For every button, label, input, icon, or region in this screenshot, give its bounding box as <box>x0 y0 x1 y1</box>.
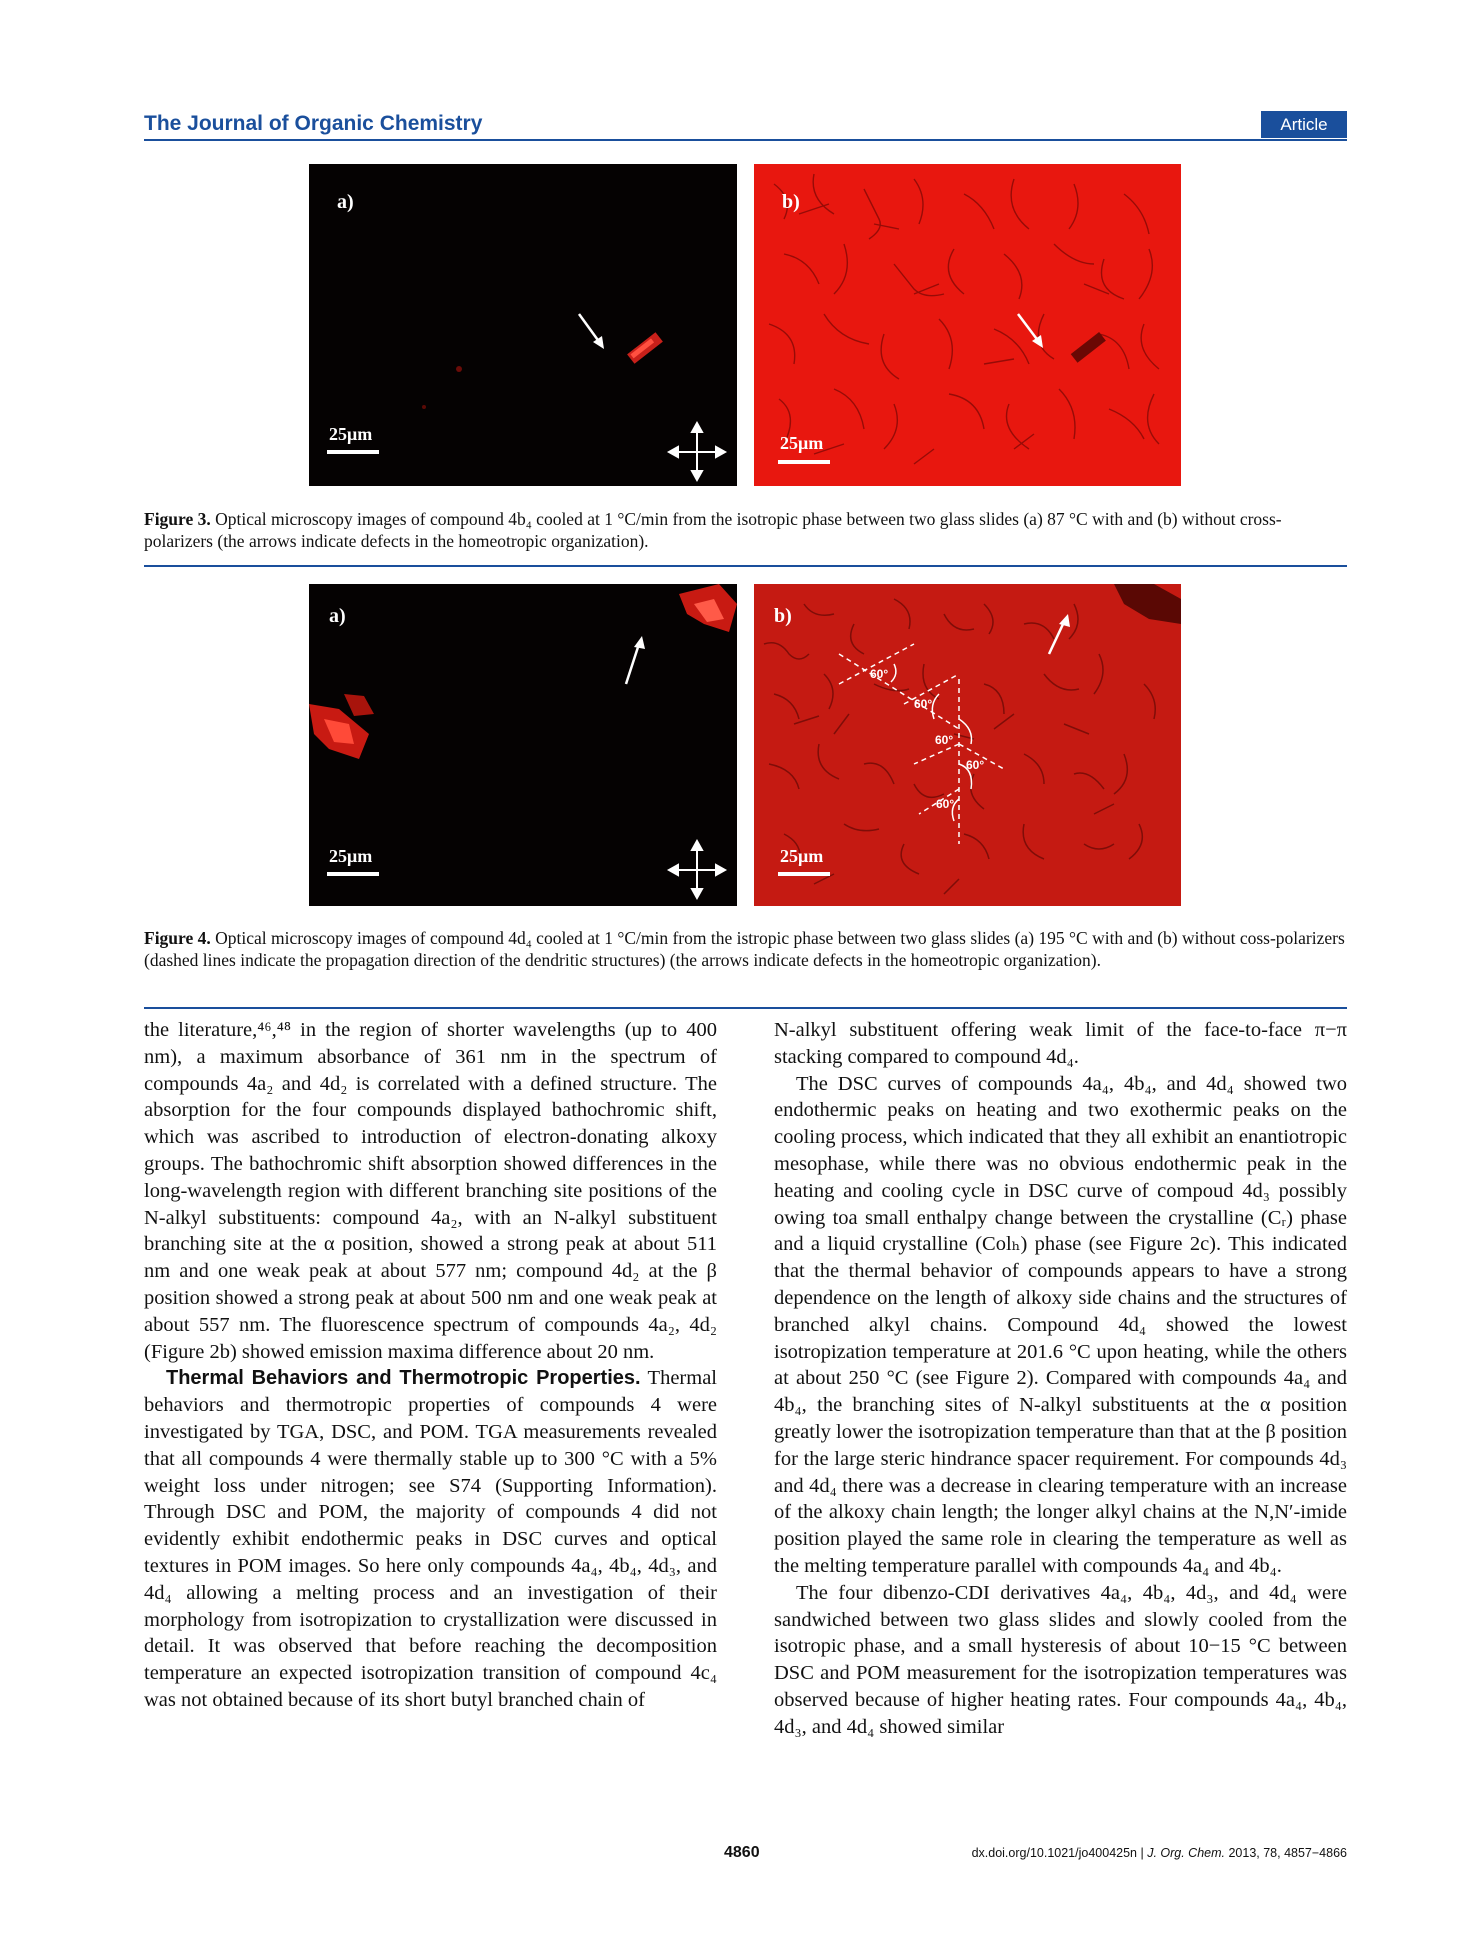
angle-label: 60° <box>966 758 985 772</box>
panel-label: a) <box>337 191 354 213</box>
figure3-panel-b <box>754 164 1181 486</box>
scale-label: 25μm <box>780 846 824 866</box>
caption-text: Optical microscopy images of compound 4d₄ cooled at 1 °C/min from the istropic phase between two glass slides (a) 195 °C with and (b) without coss-polarizers (dashed lines indicate the propagation direction of the dendritic structures) (the arrows indicate defects in the homeotropic organization). <box>144 928 1345 970</box>
scale-bar <box>327 450 379 454</box>
doi-link[interactable]: dx.doi.org/10.1021/jo400425n | <box>971 1846 1148 1860</box>
scale-bar <box>778 872 830 876</box>
panel-label: a) <box>329 605 346 627</box>
figure4-panel-b <box>754 584 1181 906</box>
caption-label: Figure 4. <box>144 928 211 948</box>
journal-title: The Journal of Organic Chemistry <box>144 112 483 135</box>
paragraph: N-alkyl substituent offering weak limit of the face-to-face π−π stacking compared to compound 4d₄. <box>774 1019 1347 1068</box>
panel-label: b) <box>782 191 800 213</box>
article-badge: Article <box>1261 111 1347 138</box>
paragraph <box>144 1365 717 1713</box>
panel-label: b) <box>774 605 792 627</box>
scale-bar <box>327 872 379 876</box>
header-rule <box>144 139 1347 141</box>
paragraph: The four dibenzo-CDI derivatives 4a₄, 4b₄, 4d₃, and 4d₄ were sandwiched between two glass slides and slowly cooled from the isotropic phase, and a small hysteresis of about 10−15 °C between DSC and POM measurement for the isotropization temperatures was observed because of higher heating rates. Four compounds 4a₄, 4b₄, 4d₃, and 4d₄ showed similar <box>774 1581 1347 1738</box>
angle-label: 60° <box>914 697 933 711</box>
paragraph: The DSC curves of compounds 4a₄, 4b₄, and 4d₄ showed two endothermic peaks on heating and two exothermic peaks on the cooling process, which indicated that they all exhibit an enantiotropic mesophase, while there was no obvious endothermic peak in the heating and cooling cycle in DSC curve of compoud 4d₃ possibly owing toa small enthalpy change between the crystalline (Cᵣ) phase and a liquid crystalline (Colₕ) phase (see Figure 2c). This indicated that the thermal behavior of compounds appears to have a strong dependence on the length of alkoxy side chains and the structures of branched alkyl chains. Compound 4d₄ showed the lowest isotropization temperature at 201.6 °C upon heating, while the others at about 250 °C (see Figure 2). Compared with compounds 4a₄ and 4b₄, the branching sites of N-alkyl substituents at the α position greatly lower the isotropization temperature than that at the β position for the large steric hindrance spacer requirement. For compounds 4d₃ and 4d₄ there was a decrease in clearing temperature with an increase of the alkoxy chain length; the longer alkyl chains at the N,N′-imide position played the same role in clearing the temperature as well as the melting temperature parallel with compounds 4a₄ and 4b₄. <box>774 1072 1347 1577</box>
paragraph: the literature,⁴⁶,⁴⁸ in the region of shorter wavelengths (up to 400 nm), a maximum absorbance of 361 nm in the spectrum of compounds 4a₂ and 4d₂ is correlated with a defined structure. The absorption for the four compounds displayed bathochromic shift, which was ascribed to introduction of electron-donating alkoxy groups. The bathochromic shift absorption showed differences in the long-wavelength region with different branching site positions of the N-alkyl substituents: compound 4a₂, with an N-alkyl substituent branching site at the α position, showed a strong peak at about 511 nm and one weak peak at about 577 nm; compound 4d₂ at the β position showed a strong peak at about 500 nm and one weak peak at about 557 nm. The fluorescence spectrum of compounds 4a₂, 4d₂ (Figure 2b) showed emission maxima difference about 20 nm. <box>144 1019 717 1363</box>
angle-label: 60° <box>870 667 889 681</box>
page-number: 4860 <box>724 1844 760 1861</box>
doi-citation <box>972 1846 1347 1860</box>
section-heading: Thermal Behaviors and Thermotropic Properties. <box>166 1367 641 1390</box>
figure3-panel-a <box>309 164 737 486</box>
journal-abbrev: J. Org. Chem. <box>1147 1846 1225 1860</box>
caption-label: Figure 3. <box>144 509 211 529</box>
figure-divider <box>144 1007 1347 1009</box>
figure4-panel-a <box>309 584 737 906</box>
paragraph-text: Thermal behaviors and thermotropic properties of compounds 4 were investigated by TGA, DSC, and POM. TGA measurements revealed that all compounds 4 were thermally stable up to 300 °C with a 5% weight loss under nitrogen; see S74 (Supporting Information). Through DSC and POM, the majority of compounds 4 did not evidently exhibit endothermic peaks in DSC curves and optical textures in POM images. So here only compounds 4a₄, 4b₄, 4d₃, and 4d₄ allowing a melting process and an investigation of their morphology from isotropization to crystallization were discussed in detail. It was observed that before reaching the decomposition temperature an expected isotropization transition of compound 4c₄ was not obtained because of its short butyl branched chain of <box>144 1367 717 1711</box>
caption-text: Optical microscopy images of compound 4b₄ cooled at 1 °C/min from the isotropic phase between two glass slides (a) 87 °C with and (b) without cross-polarizers (the arrows indicate defects in the homeotropic organization). <box>144 509 1282 551</box>
angle-label: 60° <box>935 733 954 747</box>
figure4-caption <box>144 927 1347 971</box>
figure-divider <box>144 565 1347 567</box>
scale-bar <box>778 460 830 464</box>
scale-label: 25μm <box>780 433 824 453</box>
left-column <box>144 1017 717 1714</box>
right-column <box>774 1017 1347 1741</box>
year-volume: 2013, 78, 4857−4866 <box>1225 1846 1347 1860</box>
angle-label: 60° <box>936 797 955 811</box>
scale-label: 25μm <box>329 846 373 866</box>
scale-label: 25μm <box>329 424 373 444</box>
figure3-caption <box>144 508 1347 552</box>
